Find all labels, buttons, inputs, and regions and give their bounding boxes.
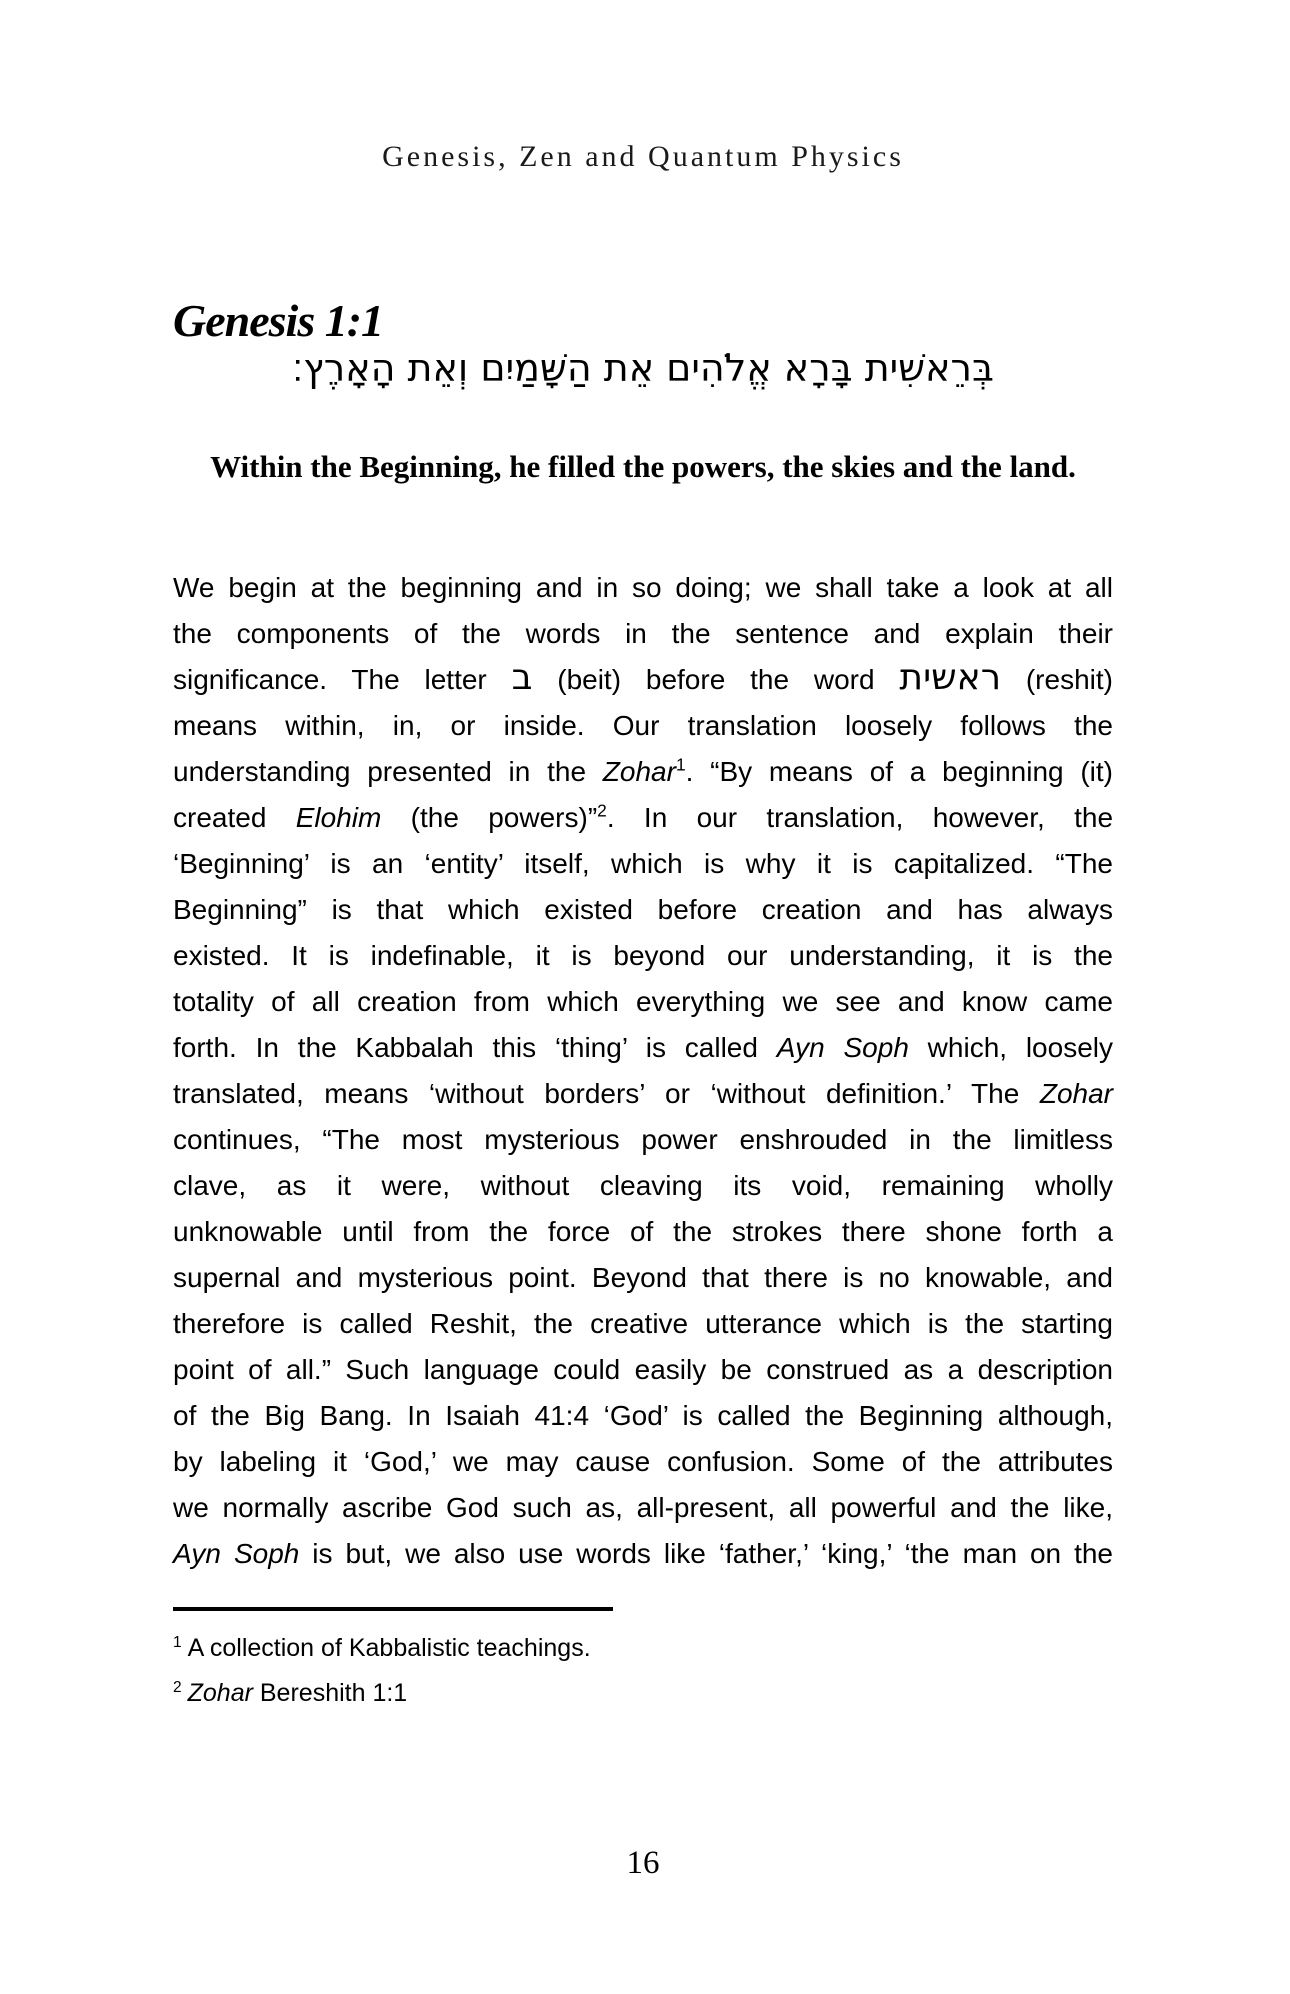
paragraph-line bbox=[173, 979, 1113, 1025]
text-run: Beginning” is that which existed before creation and has always bbox=[173, 894, 1113, 925]
text-run: understanding presented in the bbox=[173, 756, 603, 787]
text-run: A collection of Kabbalistic teachings. bbox=[187, 1634, 591, 1662]
italic-term: Ayn Soph bbox=[776, 1032, 909, 1063]
footnote-reference: 2 bbox=[597, 800, 607, 821]
text-run: point of all.” Such language could easily be construed as a description bbox=[173, 1354, 1113, 1385]
text-run: continues, “The most mysterious power enshrouded in the limitless bbox=[173, 1124, 1113, 1155]
italic-term: Zohar bbox=[187, 1679, 253, 1707]
paragraph-line bbox=[173, 1025, 1113, 1071]
text-run: which, loosely bbox=[908, 1032, 1113, 1063]
text-run: translated, means ‘without borders’ or ‘without definition.’ The bbox=[173, 1078, 1040, 1109]
text-run: ‘Beginning’ is an ‘entity’ itself, which is why it is capitalized. “The bbox=[173, 848, 1113, 879]
footnotes bbox=[173, 1626, 1113, 1716]
text-run: (beit) before the word bbox=[532, 664, 900, 695]
paragraph-line bbox=[173, 1485, 1113, 1531]
text-run: forth. In the Kabbalah this ‘thing’ is called bbox=[173, 1032, 777, 1063]
text-run: the components of the words in the sentence and explain their bbox=[173, 618, 1113, 649]
text-run: supernal and mysterious point. Beyond that there is no knowable, and bbox=[173, 1262, 1113, 1293]
text-run: . “By means of a beginning (it) bbox=[685, 756, 1113, 787]
body-paragraph bbox=[173, 565, 1113, 1577]
text-run: we normally ascribe God such as, all-present, all powerful and the like, bbox=[173, 1492, 1113, 1523]
text-run: significance. The letter bbox=[173, 664, 512, 695]
paragraph-line bbox=[173, 1439, 1113, 1485]
footnote-separator bbox=[173, 1607, 613, 1611]
paragraph-line bbox=[173, 887, 1113, 933]
paragraph-line bbox=[173, 565, 1113, 611]
paragraph-line bbox=[173, 1347, 1113, 1393]
running-header: Genesis, Zen and Quantum Physics bbox=[382, 140, 904, 173]
text-run: is but, we also use words like ‘father,’ ‘king,’ ‘the man on the bbox=[299, 1538, 1113, 1569]
paragraph-line bbox=[173, 1209, 1113, 1255]
text-run: . In our translation, however, the bbox=[606, 802, 1114, 833]
text-run: means within, in, or inside. Our translation loosely follows the bbox=[173, 710, 1113, 741]
paragraph-line bbox=[173, 1531, 1113, 1577]
paragraph-line bbox=[173, 749, 1113, 795]
text-run: by labeling it ‘God,’ we may cause confusion. Some of the attributes bbox=[173, 1446, 1113, 1477]
italic-term: Zohar bbox=[602, 756, 676, 787]
paragraph-line bbox=[173, 1393, 1113, 1439]
text-run: of the Big Bang. In Isaiah 41:4 ‘God’ is called the Beginning although, bbox=[173, 1400, 1113, 1431]
text-run: totality of all creation from which everything we see and know came bbox=[173, 986, 1113, 1017]
italic-term: Elohim bbox=[295, 802, 382, 833]
inline-hebrew-word: ב bbox=[511, 657, 533, 698]
paragraph-line bbox=[173, 1301, 1113, 1347]
text-run: clave, as it were, without cleaving its void, remaining wholly bbox=[173, 1170, 1113, 1201]
text-run: We begin at the beginning and in so doing; we shall take a look at all bbox=[173, 572, 1113, 603]
footnote-marker: 2 bbox=[173, 1678, 182, 1696]
italic-term: Ayn Soph bbox=[173, 1538, 300, 1569]
paragraph-line bbox=[173, 933, 1113, 979]
paragraph-line bbox=[173, 795, 1113, 841]
text-run: unknowable until from the force of the strokes there shone forth a bbox=[173, 1216, 1113, 1247]
paragraph-line bbox=[173, 611, 1113, 657]
verse-translation: Within the Beginning, he filled the powers, the skies and the land. bbox=[210, 449, 1076, 484]
page-number: 16 bbox=[626, 1845, 660, 1881]
paragraph-line bbox=[173, 703, 1113, 749]
paragraph-line bbox=[173, 1163, 1113, 1209]
footnote-marker: 1 bbox=[173, 1633, 182, 1651]
text-run: (the powers)” bbox=[381, 802, 598, 833]
paragraph-line bbox=[173, 1117, 1113, 1163]
text-run: existed. It is indefinable, it is beyond our understanding, it is the bbox=[173, 940, 1113, 971]
text-run: Bereshith 1:1 bbox=[252, 1679, 408, 1707]
paragraph-line bbox=[173, 657, 1113, 703]
footnote-reference: 1 bbox=[675, 754, 686, 775]
text-run: created bbox=[173, 802, 296, 833]
paragraph-line bbox=[173, 1071, 1113, 1117]
paragraph-line bbox=[173, 841, 1113, 887]
paragraph-line bbox=[173, 1255, 1113, 1301]
text-run: (reshit) bbox=[1001, 664, 1113, 695]
hebrew-verse: בְּרֵאשִׁית בָּרָא אֱלֹהִים אֵת הַשָּׁמַיִם וְאֵת הָאָרֶץ׃ bbox=[292, 346, 994, 390]
text-run: therefore is called Reshit, the creative utterance which is the starting bbox=[173, 1308, 1113, 1339]
italic-term: Zohar bbox=[1039, 1078, 1113, 1109]
footnote bbox=[173, 1626, 1113, 1671]
chapter-title: Genesis 1:1 bbox=[173, 295, 384, 346]
inline-hebrew-word: ראשית bbox=[899, 657, 1002, 698]
footnote bbox=[173, 1671, 1113, 1716]
